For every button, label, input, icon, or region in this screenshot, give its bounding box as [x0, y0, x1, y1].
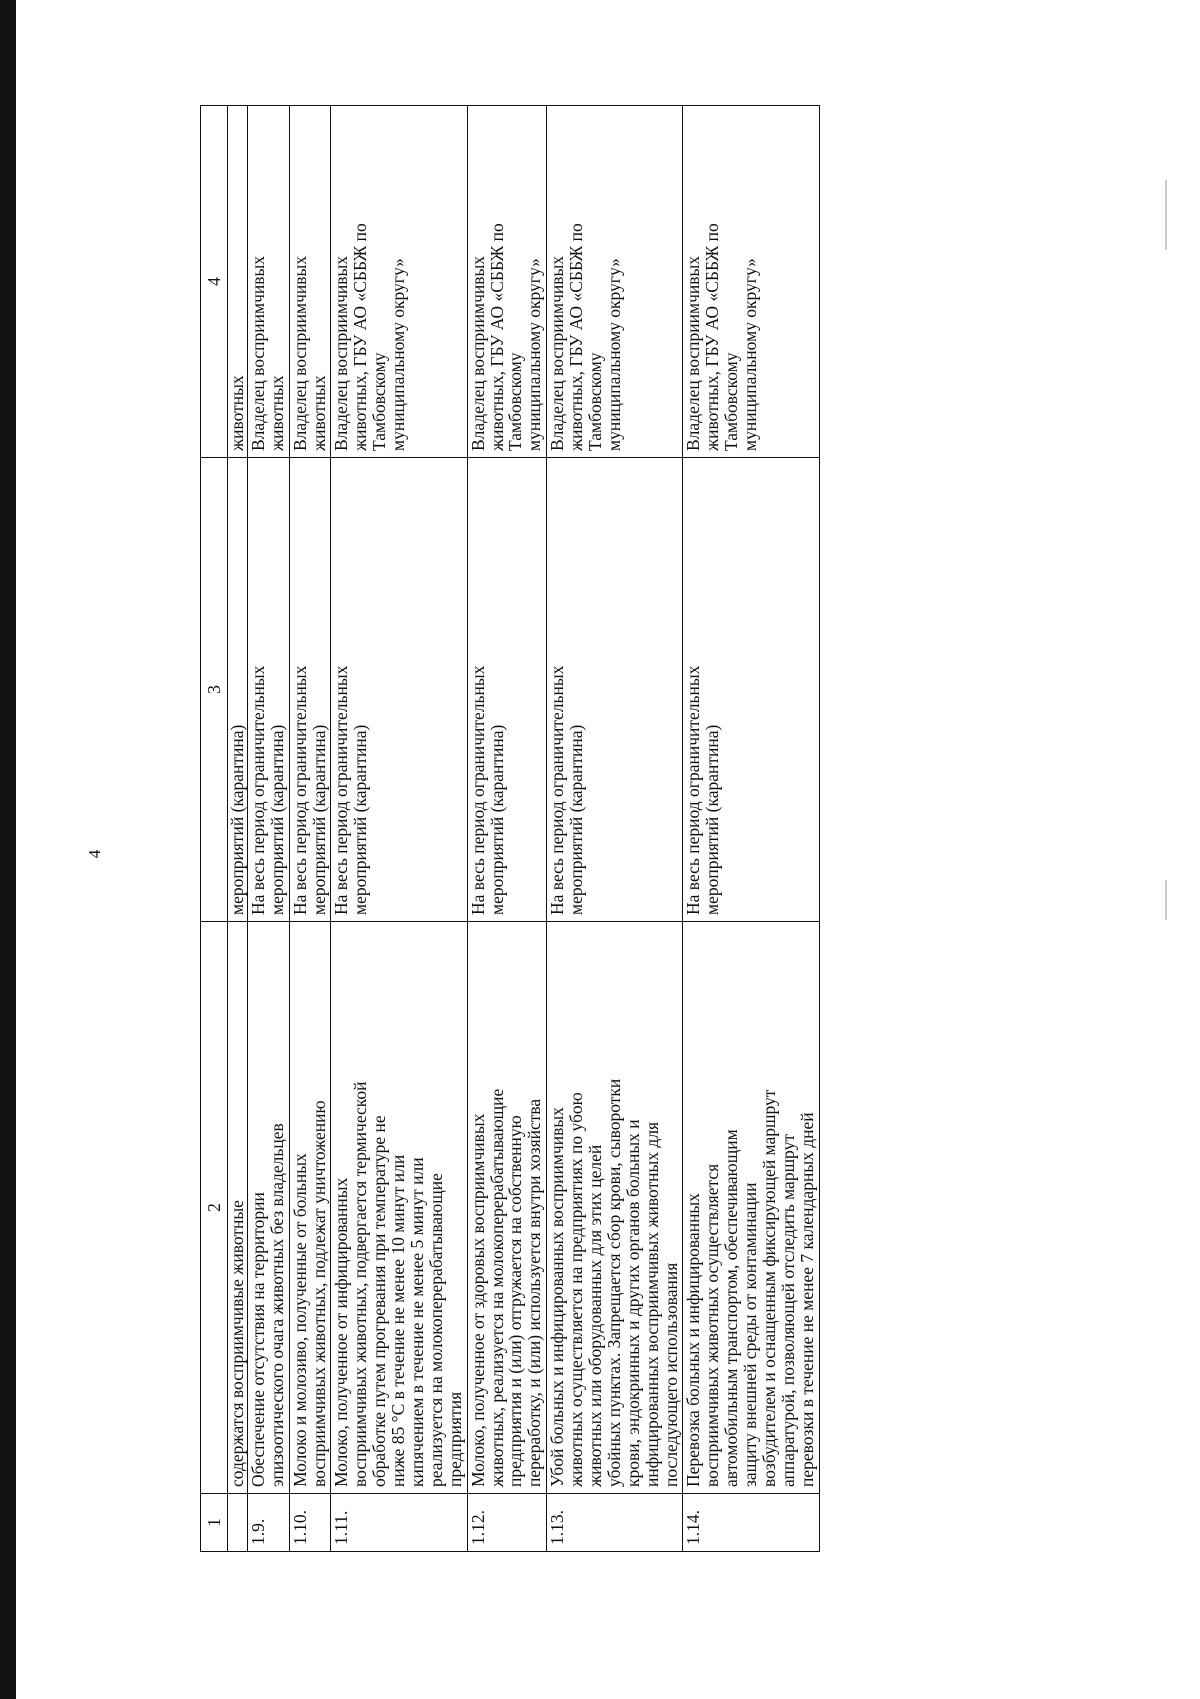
period-cell — [547, 458, 683, 922]
header-cell: 4 — [201, 106, 228, 458]
measure-text-line: восприимчивых животных, подвергается термической — [350, 1081, 371, 1487]
scan-edge-bar — [0, 0, 16, 1699]
header-cell: 2 — [201, 922, 228, 1494]
table-row — [289, 106, 331, 1552]
measure-cell — [467, 922, 547, 1494]
responsible-cell — [247, 106, 289, 458]
rotated-table-container — [200, 106, 1200, 1552]
responsible-text-line: муниципальному округу» — [524, 258, 545, 451]
period-text-line: На весь период ограничительных — [331, 665, 352, 915]
period-text-line: На весь период ограничительных — [683, 665, 704, 915]
header-row — [201, 106, 228, 1552]
period-cell — [228, 458, 248, 922]
responsible-text-line: муниципальному округу» — [603, 258, 624, 451]
measure-text-line: Молоко, полученное от здоровых восприимчивых — [467, 1113, 488, 1487]
measure-text-line: инфицированных восприимчивых животных для — [641, 1121, 662, 1487]
measure-text-line: содержатся восприимчивые животные — [227, 1200, 247, 1487]
period-text-line: На весь период ограничительных — [289, 665, 310, 915]
row-number-cell: 1.12. — [467, 1494, 547, 1552]
header-cell: 1 — [201, 1494, 228, 1552]
period-text-line: На весь период ограничительных — [247, 665, 268, 915]
measure-text-line: восприимчивых животных осуществляется — [702, 1163, 723, 1487]
table-row — [467, 106, 547, 1552]
measure-text-line: реализуется на молокоперерабатывающие — [425, 1173, 446, 1487]
period-cell — [331, 458, 467, 922]
measure-text-line: автомобильным транспортом, обеспечивающим — [721, 1129, 742, 1487]
responsible-text-line: Владелец восприимчивых — [547, 255, 568, 451]
period-cell — [289, 458, 331, 922]
period-text-line: На весь период ограничительных — [467, 665, 488, 915]
measure-text-line: убойных пунктах. Запрещается сбор крови, сыворотки — [603, 1078, 624, 1487]
measure-cell — [228, 922, 248, 1494]
row-number-cell: 1.13. — [547, 1494, 683, 1552]
period-text-line: мероприятий (карантина) — [350, 724, 371, 915]
responsible-text-line: Владелец восприимчивых — [683, 255, 704, 451]
table-row — [683, 106, 819, 1552]
period-cell — [247, 458, 289, 922]
responsible-cell — [289, 106, 331, 458]
row-number-cell — [228, 1494, 248, 1552]
measure-text-line: возбудителем и оснащенным фиксирующей маршрут — [759, 1089, 780, 1487]
measure-text-line: предприятия и (или) отгружается на собственную — [505, 1115, 526, 1487]
responsible-text-line: Владелец восприимчивых — [247, 255, 268, 451]
responsible-text-line: Владелец восприимчивых — [467, 255, 488, 451]
period-text-line: мероприятий (карантина) — [566, 724, 587, 915]
responsible-text-line: Тамбовскому — [721, 352, 742, 451]
measure-text-line: Перевозка больных и инфицированных — [683, 1193, 704, 1487]
row-number-cell: 1.14. — [683, 1494, 819, 1552]
measure-cell — [247, 922, 289, 1494]
measure-text-line: животных осуществляется на предприятиях по убою — [566, 1092, 587, 1487]
measure-text-line: аппаратурой, позволяющей отследить маршрут — [777, 1134, 798, 1487]
responsible-cell — [467, 106, 547, 458]
row-number-cell: 1.11. — [331, 1494, 467, 1552]
period-text-line: На весь период ограничительных — [547, 665, 568, 915]
responsible-text-line: Тамбовскому — [505, 352, 526, 451]
measure-text-line: ниже 85 °С в течение не менее 10 минут или — [388, 1154, 409, 1487]
measure-text-line: восприимчивых животных, подлежат уничтожению — [308, 1100, 329, 1487]
table-row — [547, 106, 683, 1552]
measure-text-line: перевозки в течение не менее 7 календарных дней — [796, 1112, 817, 1487]
measure-text-line: кипячением в течение не менее 5 минут или — [407, 1157, 428, 1487]
measure-cell — [289, 922, 331, 1494]
responsible-cell — [683, 106, 819, 458]
responsible-text-line: животных — [308, 375, 329, 451]
measure-text-line: переработку, и (или) используется внутри хозяйства — [524, 1098, 545, 1487]
responsible-text-line: Владелец восприимчивых — [289, 255, 310, 451]
period-cell — [683, 458, 819, 922]
responsible-cell — [547, 106, 683, 458]
table-row — [228, 106, 248, 1552]
measure-text-line: животных или оборудованных для этих целей — [585, 1144, 606, 1487]
measure-text-line: обработке путем прогревания при температуре не — [369, 1115, 390, 1487]
responsible-text-line: животных, ГБУ АО «СББЖ по — [566, 223, 587, 451]
responsible-text-line: животных, ГБУ АО «СББЖ по — [350, 223, 371, 451]
measure-text-line: последующего использования — [660, 1262, 681, 1487]
measure-text-line: крови, эндокринных и других органов больных и — [622, 1119, 643, 1487]
period-text-line: мероприятий (карантина) — [486, 724, 507, 915]
responsible-cell — [228, 106, 248, 458]
measure-cell — [547, 922, 683, 1494]
page-number: 4 — [85, 849, 104, 859]
table-row — [247, 106, 289, 1552]
responsible-text-line: Владелец восприимчивых — [331, 255, 352, 451]
responsible-text-line: муниципальному округу» — [740, 258, 761, 451]
period-text-line: мероприятий (карантина) — [227, 724, 247, 915]
measure-cell — [331, 922, 467, 1494]
period-text-line: мероприятий (карантина) — [308, 724, 329, 915]
measure-text-line: животных, реализуется на молокоперерабатывающие — [486, 1088, 507, 1487]
responsible-text-line: животных, ГБУ АО «СББЖ по — [486, 223, 507, 451]
period-text-line: мероприятий (карантина) — [266, 724, 287, 915]
measure-text-line: Молоко и молозиво, полученные от больных — [289, 1153, 310, 1487]
responsible-text-line: животных, ГБУ АО «СББЖ по — [702, 223, 723, 451]
measure-text-line: Обеспечение отсутствия на территории — [247, 1192, 268, 1487]
row-number-cell: 1.9. — [247, 1494, 289, 1552]
period-text-line: мероприятий (карантина) — [702, 724, 723, 915]
measure-text-line: Молоко, полученное от инфицированных — [331, 1177, 352, 1487]
header-cell: 3 — [201, 458, 228, 922]
responsible-text-line: Тамбовскому — [585, 352, 606, 451]
responsible-text-line: животных — [266, 375, 287, 451]
period-cell — [467, 458, 547, 922]
measure-text-line: эпизоотического очага животных без владельцев — [266, 1123, 287, 1487]
responsible-text-line: Тамбовскому — [369, 352, 390, 451]
responsible-text-line: муниципальному округу» — [388, 258, 409, 451]
table-row — [331, 106, 467, 1552]
measure-text-line: Убой больных и инфицированных восприимчивых — [547, 1107, 568, 1487]
measures-table — [200, 105, 820, 1552]
responsible-cell — [331, 106, 467, 458]
measure-cell — [683, 922, 819, 1494]
row-number-cell: 1.10. — [289, 1494, 331, 1552]
measure-text-line: защиту внешней среды от контаминации — [740, 1182, 761, 1487]
measure-text-line: предприятия — [444, 1391, 465, 1487]
responsible-text-line: животных — [227, 375, 247, 451]
